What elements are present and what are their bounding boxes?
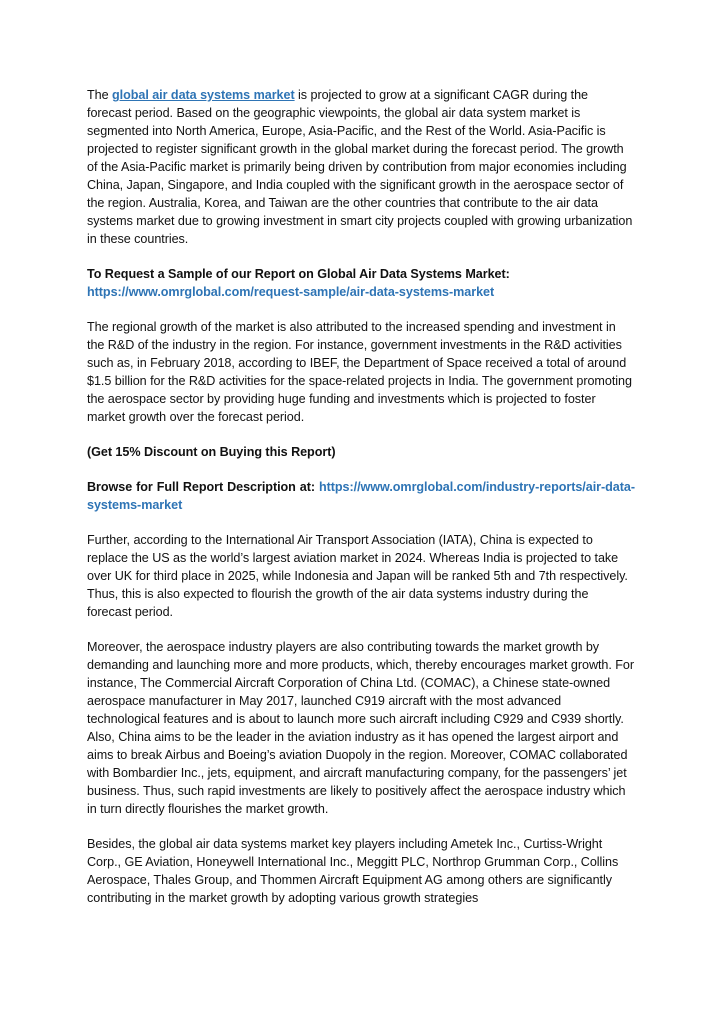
intro-paragraph bbox=[87, 86, 635, 248]
regional-growth-paragraph: The regional growth of the market is also attributed to the increased spending and investment in the R&D of the industry in the region. For instance, government investments in the R&D activities such as, in February 2018, according to IBEF, the Department of Space received a total of around $1.5 billion for the R&D activities for the space-related projects in India. The government promoting the aerospace sector by providing huge funding and investments which is projected to foster market growth over the forecast period. bbox=[87, 320, 632, 424]
key-players-paragraph: Besides, the global air data systems market key players including Ametek Inc., Curtiss-Wright Corp., GE Aviation, Honeywell International Inc., Meggitt PLC, Northrop Grumman Corp., Collins Aerospace, Thales Group, and Thommen Aircraft Equipment AG among others are significantly contributing in the market growth by adopting various growth strategies bbox=[87, 837, 619, 905]
iata-paragraph: Further, according to the International Air Transport Association (IATA), China is expected to replace the US as the world’s largest aviation market in 2024. Whereas India is projected to take over UK for third place in 2025, while Indonesia and Japan will be ranked 5th and 7th respectively. Thus, this is also expected to flourish the growth of the air data systems industry during the forecast period. bbox=[87, 533, 628, 619]
sample-request-link[interactable]: https://www.omrglobal.com/request-sample/air-data-systems-market bbox=[87, 285, 495, 299]
browse-label: Browse for Full Report Description at: bbox=[87, 480, 316, 494]
document-page bbox=[87, 86, 635, 924]
sample-request-label: To Request a Sample of our Report on Global Air Data Systems Market: bbox=[87, 267, 510, 281]
browse-link[interactable]: https://www.omrglobal.com/industry-reports/air-data-systems-market bbox=[87, 480, 635, 512]
market-link[interactable]: global air data systems market bbox=[112, 88, 295, 102]
sample-request-block bbox=[87, 265, 635, 301]
intro-prefix: The bbox=[87, 88, 112, 102]
industry-players-paragraph: Moreover, the aerospace industry players are also contributing towards the market growth by demanding and launching more and more products, which, thereby encourages market growth. For instance, The Commercial Aircraft Corporation of China Ltd. (COMAC), a Chinese state-owned aerospace manufacturer in May 2017, launched C919 aircraft with the most advanced technological features and is about to launch more such aircraft including C929 and C939 shortly. Also, China aims to be the leader in the aviation industry as it has opened the largest airport and aims to break Airbus and Boeing’s aviation Duopoly in the region. Moreover, COMAC collaborated with Bombardier Inc., jets, equipment, and aircraft manufacturing company, for the passengers’ jet business. Thus, such rapid investments are likely to positively affect the aerospace industry which in turn directly flourishes the market growth. bbox=[87, 640, 635, 816]
browse-block bbox=[87, 478, 635, 514]
discount-text: (Get 15% Discount on Buying this Report) bbox=[87, 445, 336, 459]
intro-text: is projected to grow at a significant CAGR during the forecast period. Based on the geographic viewpoints, the global air data system market is segmented into North America, Europe, Asia-Pacific, and the Rest of the World. Asia-Pacific is projected to register significant growth in the global market during the forecast period. The growth of the Asia-Pacific market is primarily being driven by contribution from major economies including China, Japan, Singapore, and India coupled with the significant growth in the aerospace sector of the region. Australia, Korea, and Taiwan are the other countries that contribute to the air data systems market due to growing investment in smart city projects coupled with growing urbanization in these countries. bbox=[87, 88, 633, 246]
